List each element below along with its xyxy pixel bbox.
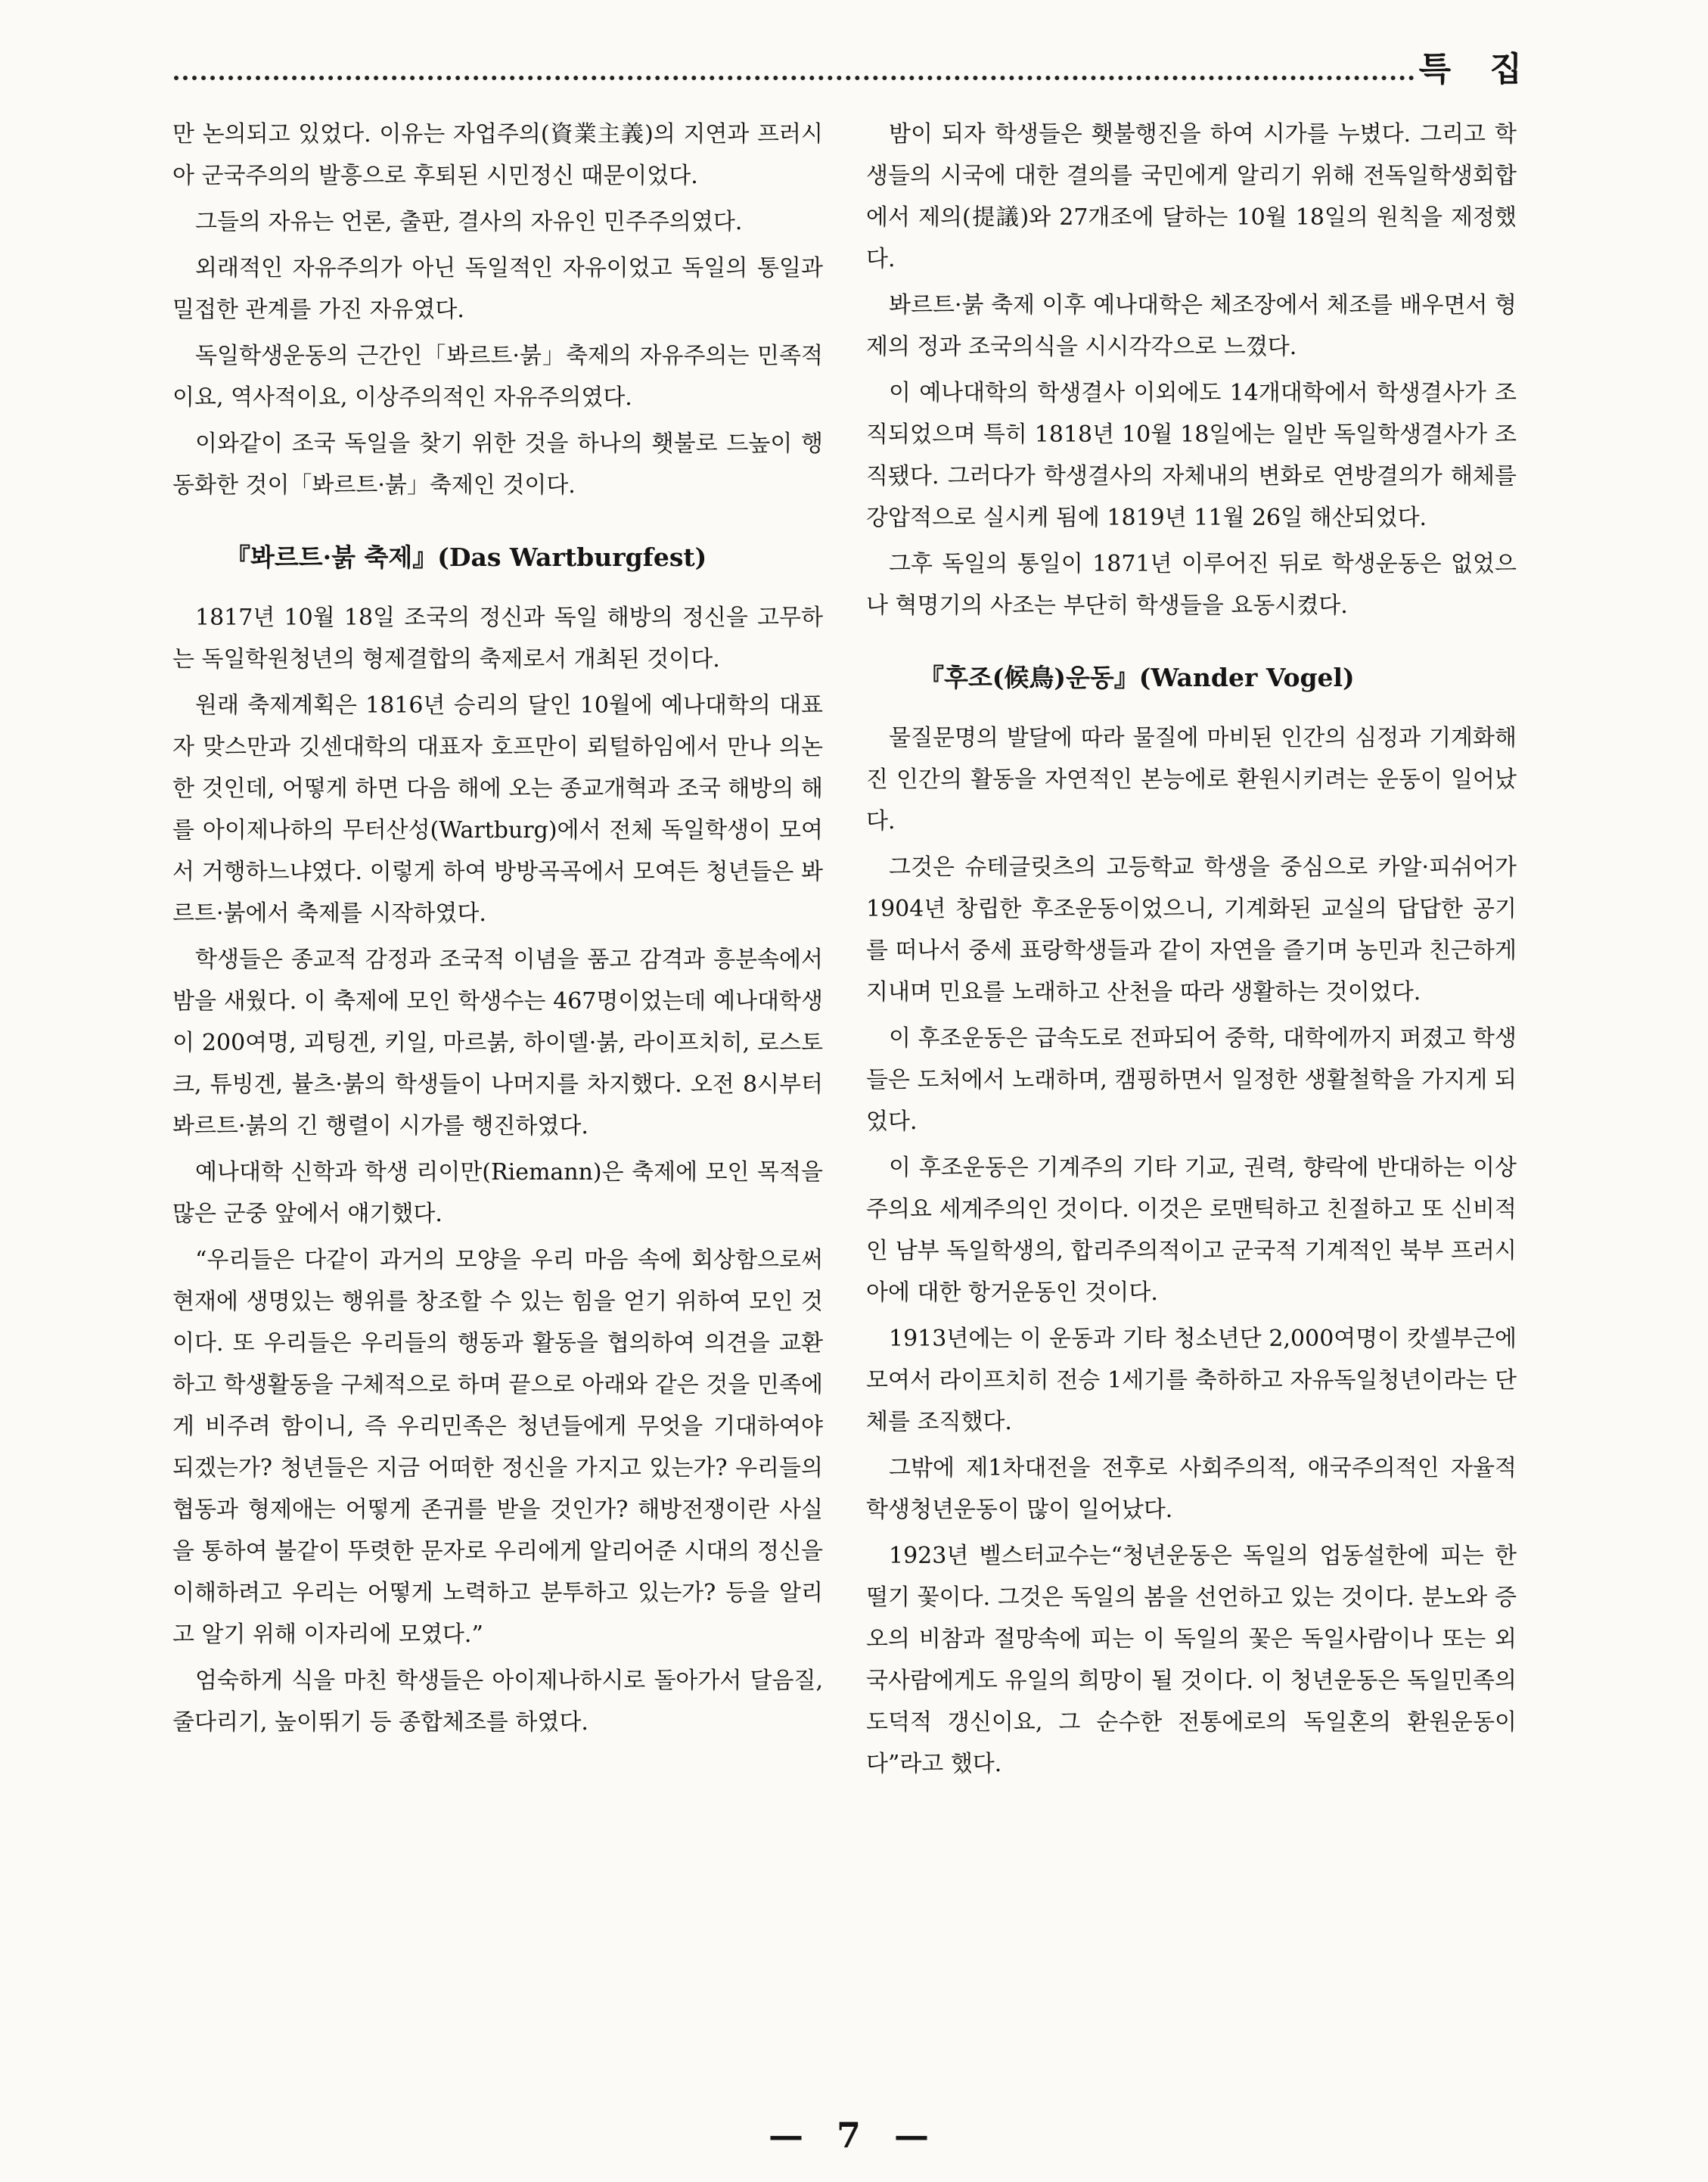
section-label: 특 집 — [1418, 50, 1536, 89]
paragraph: 1817년 10월 18일 조국의 정신과 독일 해방의 정신을 고무하는 독일학원청년의 형제결합의 축제로서 개최된 것이다. — [172, 605, 823, 673]
paragraph: 이 후조운동은 기계주의 기타 기교, 권력, 향락에 반대하는 이상주의요 세계주의인 것이다. 이것은 로맨틱하고 친절하고 또 신비적인 남부 독일학생의, 합리주의적이고 군국적 기계적인 북부 프러시아에 대한 항거운동인 것이다. — [866, 1155, 1517, 1306]
paragraph: 만 논의되고 있었다. 이유는 자업주의(資業主義)의 지연과 프러시아 군국주의의 발흥으로 후퇴된 시민정신 때문이었다. — [172, 121, 823, 189]
paragraph: 그것은 슈테글릿츠의 고등학교 학생을 중심으로 카알·피쉬어가 1904년 창립한 후조운동이었으니, 기계화된 교실의 답답한 공기를 떠나서 중세 표랑학생들과 같이 자연을 즐기며 농민과 친근하게 지내며 민요를 노래하고 산천을 따라 생활하는 것이었다. — [866, 854, 1517, 1006]
paragraph: 이 예나대학의 학생결사 이외에도 14개대학에서 학생결사가 조직되었으며 특히 1818년 10월 18일에는 일반 독일학생결사가 조직됐다. 그러다가 학생결사의 자체내의 변화로 연방결의가 해체를 강압적으로 실시케 됨에 1819년 11월 26일 해산되었다. — [866, 380, 1517, 531]
paragraph: 그후 독일의 통일이 1871년 이루어진 뒤로 학생운동은 없었으나 혁명기의 사조는 부단히 학생들을 요동시켰다. — [866, 551, 1517, 619]
section-heading-wander-vogel: 『후조(候鳥)운동』(Wander Vogel) — [919, 663, 1355, 692]
paragraph: 그들의 자유는 언론, 출판, 결사의 자유인 민주주의였다. — [195, 209, 743, 235]
page-header — [174, 47, 1536, 92]
left-column — [172, 113, 823, 1748]
right-column — [866, 113, 1517, 1789]
section-heading-wartburgfest: 『봐르트·붉 축제』(Das Wartburgfest) — [225, 542, 707, 572]
paragraph: 물질문명의 발달에 따라 물질에 마비된 인간의 심정과 기계화해진 인간의 활동을 자연적인 본능에로 환원시키려는 운동이 일어났다. — [866, 725, 1517, 835]
paragraph: 이와같이 조국 독일을 찾기 위한 것을 하나의 횃불로 드높이 행동화한 것이「봐르트·붉」축제인 것이다. — [172, 430, 823, 499]
quotation: “우리들은 다같이 과거의 모양을 우리 마음 속에 회상함으로써 현재에 생명있는 행위를 창조할 수 있는 힘을 얻기 위하여 모인 것이다. 또 우리들은 우리들의 행동과 활동을 협의하여 의견을 교환하고 학생활동을 구체적으로 하며 끝으로 아래와 같은 것을 민족에게 비주려 함이니, 즉 우리민족은 청년들에게 무엇을 기대하여야 되겠는가? 청년들은 지금 어떠한 정신을 가지고 있는가? 우리들의 협동과 형제애는 어떻게 존귀를 받을 것인가? 해방전쟁이란 사실을 통하여 불같이 뚜렷한 문자로 우리에게 알리어준 시대의 정신을 이해하려고 우리는 어떻게 노력하고 분투하고 있는가? 등을 알리고 알기 위해 이자리에 모였다.” — [172, 1247, 823, 1648]
paragraph: 봐르트·붉 축제 이후 예나대학은 체조장에서 체조를 배우면서 형제의 정과 조국의식을 시시각각으로 느꼈다. — [866, 292, 1517, 360]
paragraph: 이 후조운동은 급속도로 전파되어 중학, 대학에까지 퍼졌고 학생들은 도처에서 노래하며, 캠핑하면서 일정한 생활철학을 가지게 되었다. — [866, 1025, 1517, 1135]
paragraph: 원래 축제계획은 1816년 승리의 달인 10월에 예나대학의 대표자 맞스만과 깃센대학의 대표자 호프만이 뢰털하임에서 만나 의논한 것인데, 어떻게 하면 다음 해에 오는 종교개혁과 조국 해방의 해를 아이제나하의 무터산성(Wartburg)에서 전체 독일학생이 모여서 거행하느냐였다. 이렇게 하여 방방곡곡에서 모여든 청년들은 봐르트·붉에서 축제를 시작하였다. — [172, 692, 823, 927]
paragraph: 엄숙하게 식을 마친 학생들은 아이제나하시로 돌아가서 달음질, 줄다리기, 높이뛰기 등 종합체조를 하였다. — [172, 1668, 823, 1736]
paragraph: 1923년 벨스터교수는“청년운동은 독일의 업동설한에 피는 한떨기 꽃이다. 그것은 독일의 봄을 선언하고 있는 것이다. 분노와 증오의 비참과 절망속에 피는 이 독일의 꽃은 독일사람이나 또는 외국사람에게도 유일의 희망이 될 것이다. 이 청년운동은 독일민족의 도덕적 갱신이요, 그 순수한 전통에로의 독일혼의 환원운동이다”라고 했다. — [866, 1543, 1517, 1777]
page-number: — 7 — — [768, 2115, 940, 2156]
dotted-rule — [174, 76, 1415, 80]
paragraph: 밤이 되자 학생들은 횃불행진을 하여 시가를 누볐다. 그리고 학생들의 시국에 대한 결의를 국민에게 알리기 위해 전독일학생회합에서 제의(提議)와 27개조에 달하는 10월 18일의 원칙을 제정했다. — [866, 121, 1517, 272]
paragraph: 외래적인 자유주의가 아닌 독일적인 자유이었고 독일의 통일과 밀접한 관계를 가진 자유였다. — [172, 255, 823, 323]
paragraph: 학생들은 종교적 감정과 조국적 이념을 품고 감격과 흥분속에서 밤을 새웠다. 이 축제에 모인 학생수는 467명이었는데 예나대학생이 200여명, 괴팅겐, 키일, 마르붉, 하이델·붉, 라이프치히, 로스토크, 튜빙겐, 뷸츠·붉의 학생들이 나머지를 차지했다. 오전 8시부터 봐르트·붉의 긴 행렬이 시가를 행진하였다. — [172, 946, 823, 1139]
paragraph: 그밖에 제1차대전을 전후로 사회주의적, 애국주의적인 자율적 학생청년운동이 많이 일어났다. — [866, 1455, 1517, 1523]
paragraph: 독일학생운동의 근간인「봐르트·붉」축제의 자유주의는 민족적이요, 역사적이요, 이상주의적인 자유주의였다. — [172, 343, 823, 411]
paragraph: 1913년에는 이 운동과 기타 청소년단 2,000여명이 캇셀부근에 모여서 라이프치히 전승 1세기를 축하하고 자유독일청년이라는 단체를 조직했다. — [866, 1326, 1517, 1435]
paragraph: 예나대학 신학과 학생 리이만(Riemann)은 축제에 모인 목적을 많은 군중 앞에서 얘기했다. — [172, 1159, 823, 1227]
